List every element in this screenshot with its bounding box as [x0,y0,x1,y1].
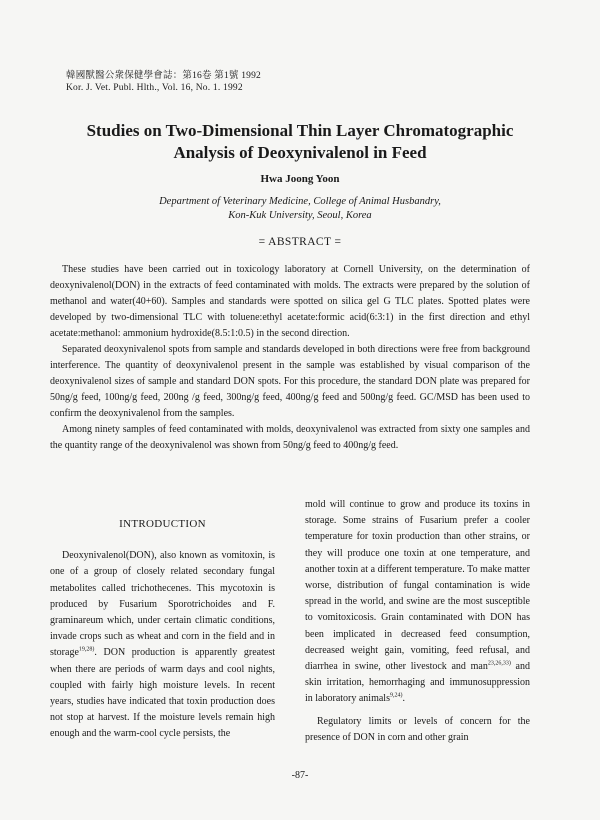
citation-ref: 19,28) [78,647,95,654]
journal-line-korean: 韓國獸醫公衆保健學會誌：第16卷 第1號 1992 [66,71,262,81]
title-line-2: Analysis of Deoxynivalenol in Feed [173,143,427,162]
journal-line-english: Kor. J. Vet. Publ. Hlth., Vol. 16, No. 1. 1992 [66,83,243,93]
abstract-paragraph-3: Among ninety samples of feed contaminated with molds, deoxynivalenol was extracted from sixty one samples and the quantity range of the deoxynivalenol was shown from 50ng/g feed to 400ng/g feed. [50,424,530,451]
intro-paragraph-1 [50,548,275,742]
introduction-heading: INTRODUCTION [119,518,206,530]
abstract-paragraph-1: These studies have been carried out in toxicology laboratory at Cornell University, on the determination of deoxynivalenol(DON) in the extracts of feed contaminated with molds. The extracts were prepared by the solution of methanol and water(40+60). Samples and standards were spotted on silica gel G TLC plates. Spotted plates were developed by two-dimensional TLC with toluene:ethyl acetate:formic acid(6:3:1) in the first direction and ethyl acetate:methanol: ammonium hydroxide(8.5:1:0.5) in the second direction. [50,264,530,339]
left-column [50,500,275,743]
affiliation [60,195,540,223]
abstract-paragraph-2: Separated deoxynivalenol spots from sample and standards developed in both directions were free from background interference. The quantity of deoxynivalenol present in the sample was established by visual comparison of the deoxynivalenol sizes of sample and standard DON spots. For this procedure, the standard DON plate was prepared for 50ng/g feed, 100ng/g feed, 200ng /g feed, 300ng/g feed, 400ng/g feed and 500ng/g feed. GC/MSD has been used to confirm the deoxynivalenol from the samples. [50,344,530,419]
page-number: -87- [291,770,309,781]
intro-paragraph-1-continued [305,497,530,708]
right-column [305,497,530,746]
abstract-heading: = ABSTRACT = [258,236,342,248]
affiliation-line-1: Department of Veterinary Medicine, College of Animal Husbandry, [159,196,441,207]
intro-text-part: mold will continue to grow and produce its toxins in storage. Some strains of Fusarium prefer a cooler temperature for toxin production than other strains, or they will produce one toxin at one temperature, and another toxin at a different temperature. To make matter worse, distribution of fungal contamination is wide spread in the world, and swine are the most susceptible to vomitoxicosis. Grain contaminated with DON has been implicated in decreased feed consumption, decreased weight gain, vomiting, feed refusal, and diarrhea in swine, other livestock and man [305,499,530,673]
citation-ref: 9,24) [389,693,403,700]
paper-title [60,120,540,164]
title-line-1: Studies on Two-Dimensional Thin Layer Chromatographic [86,121,514,140]
intro-paragraph-2: Regulatory limits or levels of concern for the presence of DON in corn and other grain [305,715,530,743]
citation-ref: 23,26,33) [487,660,511,667]
affiliation-line-2: Kon-Kuk University, Seoul, Korea [228,210,372,221]
abstract-body [50,262,530,454]
intro-text-part: . DON production is apparently greatest when there are periods of warm days and cool nights, coupled with fairly high moisture levels. In recent years, studies have indicated that toxin production does not stop at harvest. If the moisture levels remain high enough and the warm-cool cycle persists, the [50,647,275,740]
intro-text-part: Deoxynivalenol(DON), also known as vomitoxin, is one of a group of closely related secondary fungal metabolites called trichothecenes. This mycotoxin is produced by Fusarium Sporotrichoides and F. graminareum which, under certain climatic conditions, invade crops such as wheat and corn in the field and in storage [50,550,275,659]
author-name: Hwa Joong Yoon [260,173,340,185]
journal-header [66,70,261,94]
intro-text-part: . [402,693,405,705]
intro-text-part: and skin irritation, hemorrhaging and immunosuppression in laboratory animals [305,661,530,705]
